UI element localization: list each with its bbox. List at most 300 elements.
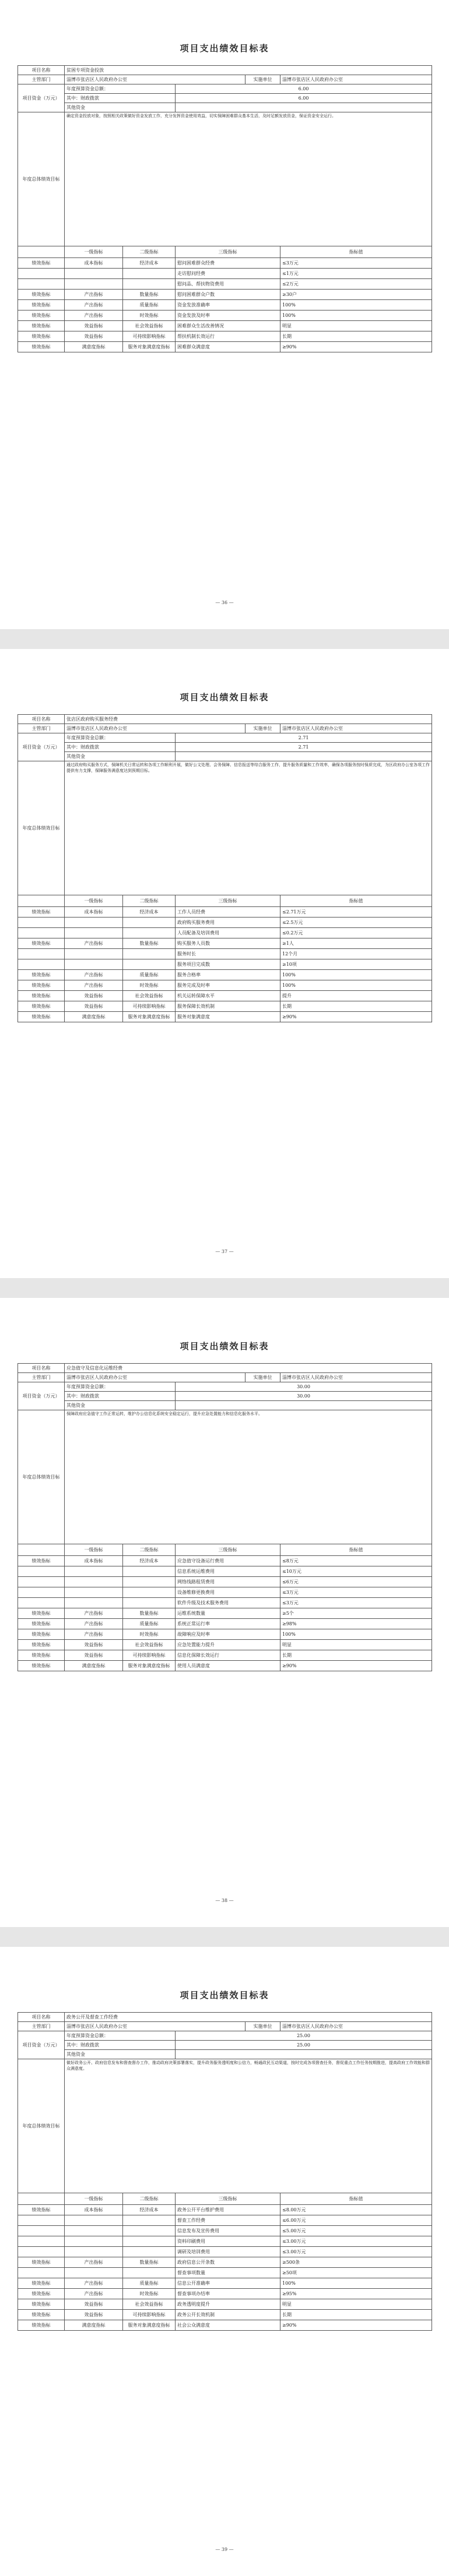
perf-indicator-cell [18,2226,65,2236]
level1-indicator-cell: 效益指标 [65,1001,123,1012]
impl-unit-value: 淄博市张店区人民政府办公室 [280,75,432,84]
table-row [18,991,432,1001]
level2-indicator-cell: 时效指标 [123,310,176,321]
table-row [18,1650,432,1661]
table-row [18,2289,432,2299]
impl-unit-label: 实施单位 [245,75,280,84]
level1-indicator-cell: 效益指标 [65,1650,123,1661]
performance-target-table [17,714,432,1022]
perf-indicator-cell: 绩效指标 [18,310,65,321]
dept-value: 淄博市张店区人民政府办公室 [65,75,245,84]
level1-indicator-cell: 满意度指标 [65,1661,123,1671]
level1-indicator-cell [65,2268,123,2278]
level3-indicator-cell: 走访慰问经费 [176,269,280,279]
level1-indicator-cell: 成本指标 [65,258,123,269]
indicator-value-cell: ≥90% [280,342,432,352]
perf-indicator-cell: 绩效指标 [18,1661,65,1671]
indicator-value-cell: ≥1人 [280,938,432,949]
indicator-value-cell: 100% [280,310,432,321]
indicator-level1-header: 一级指标 [65,895,123,907]
level2-indicator-cell [123,959,176,970]
perf-indicator-cell [18,279,65,290]
project-name-value: 贫困专项资金投放 [65,66,432,75]
table-row [18,258,432,269]
indicator-value-cell: ≤6万元 [280,1577,432,1587]
perf-indicator-cell: 绩效指标 [18,970,65,980]
level3-indicator-cell: 督查事项数量 [176,2268,280,2278]
level3-indicator-cell: 机关运转保障水平 [176,991,280,1001]
indicator-value-cell: ≤3万元 [280,1598,432,1608]
level1-indicator-cell: 效益指标 [65,2299,123,2310]
level3-indicator-cell: 网络线路租赁费用 [176,1577,280,1587]
indicator-value-cell: ≤8万元 [280,1556,432,1566]
perf-indicator-cell: 绩效指标 [18,907,65,918]
level2-indicator-cell: 质量指标 [123,300,176,310]
level1-indicator-cell [65,2215,123,2226]
perf-indicator-cell: 绩效指标 [18,1556,65,1566]
fund-label: 项目资金（万元） [18,733,65,761]
table-row [18,907,432,918]
level2-indicator-cell [123,2236,176,2247]
indicator-value-cell: ≤3万元 [280,1587,432,1598]
level3-indicator-cell: 督查工作经费 [176,2215,280,2226]
table-row [18,970,432,980]
indicator-value-cell: 明显 [280,321,432,331]
level1-indicator-cell: 产出指标 [65,2289,123,2299]
level3-indicator-cell: 服务对象满意度 [176,1012,280,1022]
indicator-header-blank [18,2193,65,2205]
level1-indicator-cell [65,918,123,928]
level3-indicator-cell: 政府信息公开条数 [176,2257,280,2268]
perf-indicator-cell [18,918,65,928]
level1-indicator-cell [65,949,123,959]
level2-indicator-cell: 质量指标 [123,2278,176,2289]
fund-row-label: 年度预算资金总额： [65,1382,176,1392]
indicator-value-cell: ≥98% [280,1619,432,1629]
level2-indicator-cell: 数量指标 [123,938,176,949]
level3-indicator-cell: 政府购买服务费用 [176,918,280,928]
table-row [18,342,432,352]
page-title: 项目支出绩效目标表 [180,692,269,703]
table-row [18,310,432,321]
fund-row-label: 其他资金 [65,1401,176,1410]
level2-indicator-cell: 质量指标 [123,1619,176,1629]
level2-indicator-cell [123,2268,176,2278]
level3-indicator-cell: 社会公众满意度 [176,2320,280,2331]
level3-indicator-cell: 运维系统数量 [176,1608,280,1619]
level1-indicator-cell: 效益指标 [65,991,123,1001]
level2-indicator-cell [123,2247,176,2257]
level1-indicator-cell: 产出指标 [65,2278,123,2289]
level1-indicator-cell: 产出指标 [65,970,123,980]
level2-indicator-cell [123,949,176,959]
indicator-value-cell: ≤3万元 [280,258,432,269]
level3-indicator-cell: 困难群众满意度 [176,342,280,352]
page-number: — 37 — [215,1249,234,1254]
level1-indicator-cell: 成本指标 [65,2205,123,2215]
level1-indicator-cell: 效益指标 [65,2310,123,2320]
perf-indicator-cell: 绩效指标 [18,1012,65,1022]
indicator-value-cell: ≥500条 [280,2257,432,2268]
fund-row-value: 6.00 [176,94,432,103]
level1-indicator-cell: 满意度指标 [65,342,123,352]
project-name-value: 应急值守及信息化运维经费 [65,1364,432,1373]
dept-value: 淄博市张店区人民政府办公室 [65,2022,245,2031]
level2-indicator-cell: 社会效益指标 [123,321,176,331]
level3-indicator-cell: 系统正常运行率 [176,1619,280,1629]
level2-indicator-cell: 可持续影响指标 [123,331,176,342]
fund-row-value [176,2050,432,2059]
level3-indicator-cell: 应急处置能力提升 [176,1640,280,1650]
fund-row-label: 其中：财政拨款 [65,743,176,752]
level3-indicator-cell: 服务项目完成数 [176,959,280,970]
level3-indicator-cell: 资料印刷费用 [176,2236,280,2247]
level3-indicator-cell: 信息化保障长效运行 [176,1650,280,1661]
indicator-value-cell: 100% [280,970,432,980]
perf-indicator-cell: 绩效指标 [18,258,65,269]
perf-indicator-cell [18,2268,65,2278]
fund-row-label: 其他资金 [65,103,176,112]
fund-row-value: 6.00 [176,84,432,94]
indicator-value-header: 指标值 [280,1544,432,1556]
annual-goal-label: 年度总体绩效目标 [18,112,65,246]
page-title: 项目支出绩效目标表 [180,1341,269,1351]
perf-indicator-cell [18,2215,65,2226]
table-row [18,949,432,959]
level1-indicator-cell: 产出指标 [65,980,123,991]
indicator-value-cell: ≤0.2万元 [280,928,432,938]
level1-indicator-cell: 成本指标 [65,907,123,918]
level2-indicator-cell: 社会效益指标 [123,2299,176,2310]
indicator-value-cell: 长期 [280,1650,432,1661]
level1-indicator-cell [65,959,123,970]
indicator-value-cell: 12个月 [280,949,432,959]
indicator-value-cell: 长期 [280,331,432,342]
perf-indicator-cell: 绩效指标 [18,2320,65,2331]
table-row [18,1619,432,1629]
page-number: — 39 — [215,2547,234,2552]
perf-indicator-cell [18,2247,65,2257]
perf-indicator-cell: 绩效指标 [18,2257,65,2268]
indicator-value-header: 指标值 [280,246,432,258]
level1-indicator-cell: 效益指标 [65,321,123,331]
fund-row-value: 25.00 [176,2041,432,2050]
level3-indicator-cell: 服务保障长效机制 [176,1001,280,1012]
indicator-value-cell: ≥90% [280,1661,432,1671]
table-row [18,1598,432,1608]
indicator-level3-header: 三级指标 [176,1544,280,1556]
table-row [18,959,432,970]
indicator-value-header: 指标值 [280,2193,432,2205]
perf-indicator-cell [18,1598,65,1608]
perf-indicator-cell [18,2236,65,2247]
fund-row-label: 年度预算资金总额： [65,733,176,743]
indicator-value-cell: ≤2.71万元 [280,907,432,918]
level2-indicator-cell: 服务对象满意度指标 [123,1661,176,1671]
level3-indicator-cell: 购买服务人员数 [176,938,280,949]
impl-unit-label: 实施单位 [245,2022,280,2031]
level3-indicator-cell: 督查事项办结率 [176,2289,280,2299]
fund-row-label: 其他资金 [65,752,176,761]
fund-row-label: 其中：财政拨款 [65,2041,176,2050]
fund-row-value: 25.00 [176,2031,432,2041]
table-row [18,290,432,300]
dept-value: 淄博市张店区人民政府办公室 [65,724,245,733]
indicator-value-cell: ≥5个 [280,1608,432,1619]
level1-indicator-cell: 满意度指标 [65,2320,123,2331]
fund-row-value [176,103,432,112]
indicator-value-cell: ≥30户 [280,290,432,300]
table-row [18,2268,432,2278]
fund-label: 项目资金（万元） [18,1382,65,1410]
level3-indicator-cell: 设备维修更换费用 [176,1587,280,1598]
level3-indicator-cell: 困难群众生活改善情况 [176,321,280,331]
table-row [18,1661,432,1671]
perf-indicator-cell: 绩效指标 [18,2278,65,2289]
indicator-value-cell: ≤3.00万元 [280,2236,432,2247]
level1-indicator-cell [65,1566,123,1577]
level2-indicator-cell [123,1566,176,1577]
perf-indicator-cell: 绩效指标 [18,342,65,352]
table-row [18,2226,432,2236]
annual-goal-text: 确定资金投放对象，按照相关政策做好资金发放工作，充分发挥资金使用效益，切实保障困难群众基本生活，及时足额发放资金，保证资金安全运行。 [65,112,432,246]
page-title: 项目支出绩效目标表 [180,43,269,54]
level3-indicator-cell: 信息发布及宣传费用 [176,2226,280,2236]
indicator-value-cell: ≤1万元 [280,269,432,279]
table-row [18,980,432,991]
indicator-value-cell: 100% [280,980,432,991]
impl-unit-value: 淄博市张店区人民政府办公室 [280,2022,432,2031]
level3-indicator-cell: 帮扶机制长效运行 [176,331,280,342]
indicator-value-cell: 提升 [280,991,432,1001]
perf-indicator-cell [18,949,65,959]
perf-indicator-cell: 绩效指标 [18,2289,65,2299]
level3-indicator-cell: 政务公开平台维护费用 [176,2205,280,2215]
dept-label: 主管部门 [18,2022,65,2031]
level2-indicator-cell: 经济成本 [123,2205,176,2215]
fund-row-value [176,752,432,761]
perf-indicator-cell: 绩效指标 [18,938,65,949]
perf-indicator-cell: 绩效指标 [18,2310,65,2320]
perf-indicator-cell: 绩效指标 [18,991,65,1001]
performance-target-table [17,1363,432,1671]
perf-indicator-cell: 绩效指标 [18,2205,65,2215]
indicator-value-cell: ≥50项 [280,2268,432,2278]
project-name-value: 政务公开及督查工作经费 [65,2013,432,2022]
fund-row-value: 30.00 [176,1392,432,1401]
perf-indicator-cell: 绩效指标 [18,1608,65,1619]
perf-indicator-cell: 绩效指标 [18,1619,65,1629]
perf-indicator-cell: 绩效指标 [18,331,65,342]
level1-indicator-cell: 满意度指标 [65,1012,123,1022]
indicator-value-cell: ≤5.00万元 [280,2226,432,2236]
dept-label: 主管部门 [18,1373,65,1382]
indicator-value-cell: ≤3.00万元 [280,2247,432,2257]
indicator-value-cell: 长期 [280,1001,432,1012]
table-row [18,269,432,279]
document-page [0,1298,449,1927]
level1-indicator-cell [65,1598,123,1608]
annual-goal-text: 做好政务公开、政府信息发布和督查督办工作，推动政府决策部署落实，提升政务服务透明度和公信力，畅通政民互动渠道，按时完成各项督查任务，督促重点工作任务按期推进，提高政府工作效能和群众满意度。 [65,2059,432,2193]
fund-row-value: 30.00 [176,1382,432,1392]
level1-indicator-cell: 产出指标 [65,310,123,321]
level1-indicator-cell [65,2236,123,2247]
level3-indicator-cell: 软件升级及技术服务费用 [176,1598,280,1608]
indicator-value-cell: ≤6.00万元 [280,2215,432,2226]
annual-goal-text: 保障政府应急值守工作正常运转，维护办公信息化系统安全稳定运行，提升应急处置能力和信息化服务水平。 [65,1410,432,1544]
level3-indicator-cell: 资金发放及时率 [176,310,280,321]
perf-indicator-cell [18,269,65,279]
indicator-level1-header: 一级指标 [65,1544,123,1556]
perf-indicator-cell: 绩效指标 [18,2299,65,2310]
table-row [18,938,432,949]
level3-indicator-cell: 人员配备及培训费用 [176,928,280,938]
indicator-level2-header: 二级指标 [123,895,176,907]
level2-indicator-cell: 可持续影响指标 [123,1650,176,1661]
level1-indicator-cell: 产出指标 [65,300,123,310]
perf-indicator-cell: 绩效指标 [18,1629,65,1640]
level1-indicator-cell [65,279,123,290]
level2-indicator-cell: 经济成本 [123,258,176,269]
table-row [18,279,432,290]
indicator-level3-header: 三级指标 [176,2193,280,2205]
fund-row-label: 年度预算资金总额： [65,2031,176,2041]
table-row [18,928,432,938]
level2-indicator-cell: 经济成本 [123,907,176,918]
table-row [18,2247,432,2257]
level2-indicator-cell [123,1577,176,1587]
level3-indicator-cell: 政务透明度提升 [176,2299,280,2310]
document-page [0,649,449,1278]
performance-target-table [17,2012,432,2331]
perf-indicator-cell: 绩效指标 [18,321,65,331]
dept-label: 主管部门 [18,724,65,733]
table-row [18,1001,432,1012]
level3-indicator-cell: 调研及培训费用 [176,2247,280,2257]
level2-indicator-cell: 时效指标 [123,1629,176,1640]
table-row [18,1556,432,1566]
page-number: — 38 — [215,1898,234,1903]
indicator-level2-header: 二级指标 [123,2193,176,2205]
page-title: 项目支出绩效目标表 [180,1990,269,2000]
table-row [18,918,432,928]
table-row [18,1587,432,1598]
dept-value: 淄博市张店区人民政府办公室 [65,1373,245,1382]
level2-indicator-cell: 数量指标 [123,2257,176,2268]
table-row [18,2299,432,2310]
indicator-value-cell: 明显 [280,2299,432,2310]
annual-goal-label: 年度总体绩效目标 [18,1410,65,1544]
level1-indicator-cell: 产出指标 [65,938,123,949]
annual-goal-text: 通过政府购买服务方式，保障机关日常运转和各项工作顺利开展，做好公文处理、会务保障、信息报送等综合服务工作，提升服务质量和工作效率，确保各项服务按时保质完成，为区政府办公室各项工作提供有力支撑，保障服务满意度达到预期目标。 [65,761,432,895]
perf-indicator-cell: 绩效指标 [18,980,65,991]
project-name-label: 项目名称 [18,1364,65,1373]
level3-indicator-cell: 慰问困难群众经费 [176,258,280,269]
table-row [18,1577,432,1587]
indicator-header-blank [18,895,65,907]
indicator-value-cell: 明显 [280,1640,432,1650]
table-row [18,2205,432,2215]
level2-indicator-cell: 社会效益指标 [123,991,176,1001]
level2-indicator-cell: 经济成本 [123,1556,176,1566]
fund-row-label: 其中：财政拨款 [65,1392,176,1401]
level1-indicator-cell: 产出指标 [65,2257,123,2268]
level2-indicator-cell [123,928,176,938]
indicator-value-cell: ≥90% [280,2320,432,2331]
fund-row-label: 年度预算资金总额： [65,84,176,94]
table-row [18,2236,432,2247]
performance-target-table [17,65,432,352]
level1-indicator-cell [65,1587,123,1598]
level1-indicator-cell: 效益指标 [65,1640,123,1650]
level1-indicator-cell [65,1577,123,1587]
table-row [18,1640,432,1650]
indicator-level3-header: 三级指标 [176,246,280,258]
perf-indicator-cell [18,959,65,970]
page-number: — 36 — [215,600,234,605]
impl-unit-value: 淄博市张店区人民政府办公室 [280,1373,432,1382]
indicator-level1-header: 一级指标 [65,246,123,258]
fund-label: 项目资金（万元） [18,84,65,112]
level2-indicator-cell: 服务对象满意度指标 [123,2320,176,2331]
fund-row-label: 其中：财政拨款 [65,94,176,103]
perf-indicator-cell [18,1577,65,1587]
level3-indicator-cell: 慰问困难群众户数 [176,290,280,300]
indicator-value-cell: 长期 [280,2310,432,2320]
table-row [18,1608,432,1619]
fund-row-value: 2.71 [176,733,432,743]
indicator-value-cell: ≥95% [280,2289,432,2299]
level2-indicator-cell [123,2215,176,2226]
level1-indicator-cell [65,2247,123,2257]
indicator-value-cell: ≤8.00万元 [280,2205,432,2215]
level2-indicator-cell: 时效指标 [123,980,176,991]
table-row [18,300,432,310]
perf-indicator-cell: 绩效指标 [18,1640,65,1650]
indicator-level1-header: 一级指标 [65,2193,123,2205]
level2-indicator-cell: 可持续影响指标 [123,2310,176,2320]
level1-indicator-cell [65,928,123,938]
fund-row-value: 2.71 [176,743,432,752]
indicator-value-cell: 100% [280,2278,432,2289]
table-row [18,2215,432,2226]
annual-goal-label: 年度总体绩效目标 [18,2059,65,2193]
indicator-value-cell: 100% [280,300,432,310]
table-row [18,1012,432,1022]
level1-indicator-cell: 产出指标 [65,1608,123,1619]
perf-indicator-cell [18,1566,65,1577]
perf-indicator-cell: 绩效指标 [18,1650,65,1661]
level1-indicator-cell [65,269,123,279]
indicator-value-cell: 100% [280,1629,432,1640]
project-name-label: 项目名称 [18,2013,65,2022]
level1-indicator-cell: 产出指标 [65,1629,123,1640]
level2-indicator-cell: 数量指标 [123,1608,176,1619]
level2-indicator-cell [123,2226,176,2236]
perf-indicator-cell: 绩效指标 [18,290,65,300]
project-name-label: 项目名称 [18,66,65,75]
indicator-level3-header: 三级指标 [176,895,280,907]
level1-indicator-cell: 效益指标 [65,331,123,342]
table-row [18,321,432,331]
level2-indicator-cell [123,1598,176,1608]
level1-indicator-cell: 产出指标 [65,1619,123,1629]
level2-indicator-cell [123,918,176,928]
impl-unit-label: 实施单位 [245,724,280,733]
level2-indicator-cell: 质量指标 [123,970,176,980]
fund-row-value [176,1401,432,1410]
level3-indicator-cell: 信息公开准确率 [176,2278,280,2289]
